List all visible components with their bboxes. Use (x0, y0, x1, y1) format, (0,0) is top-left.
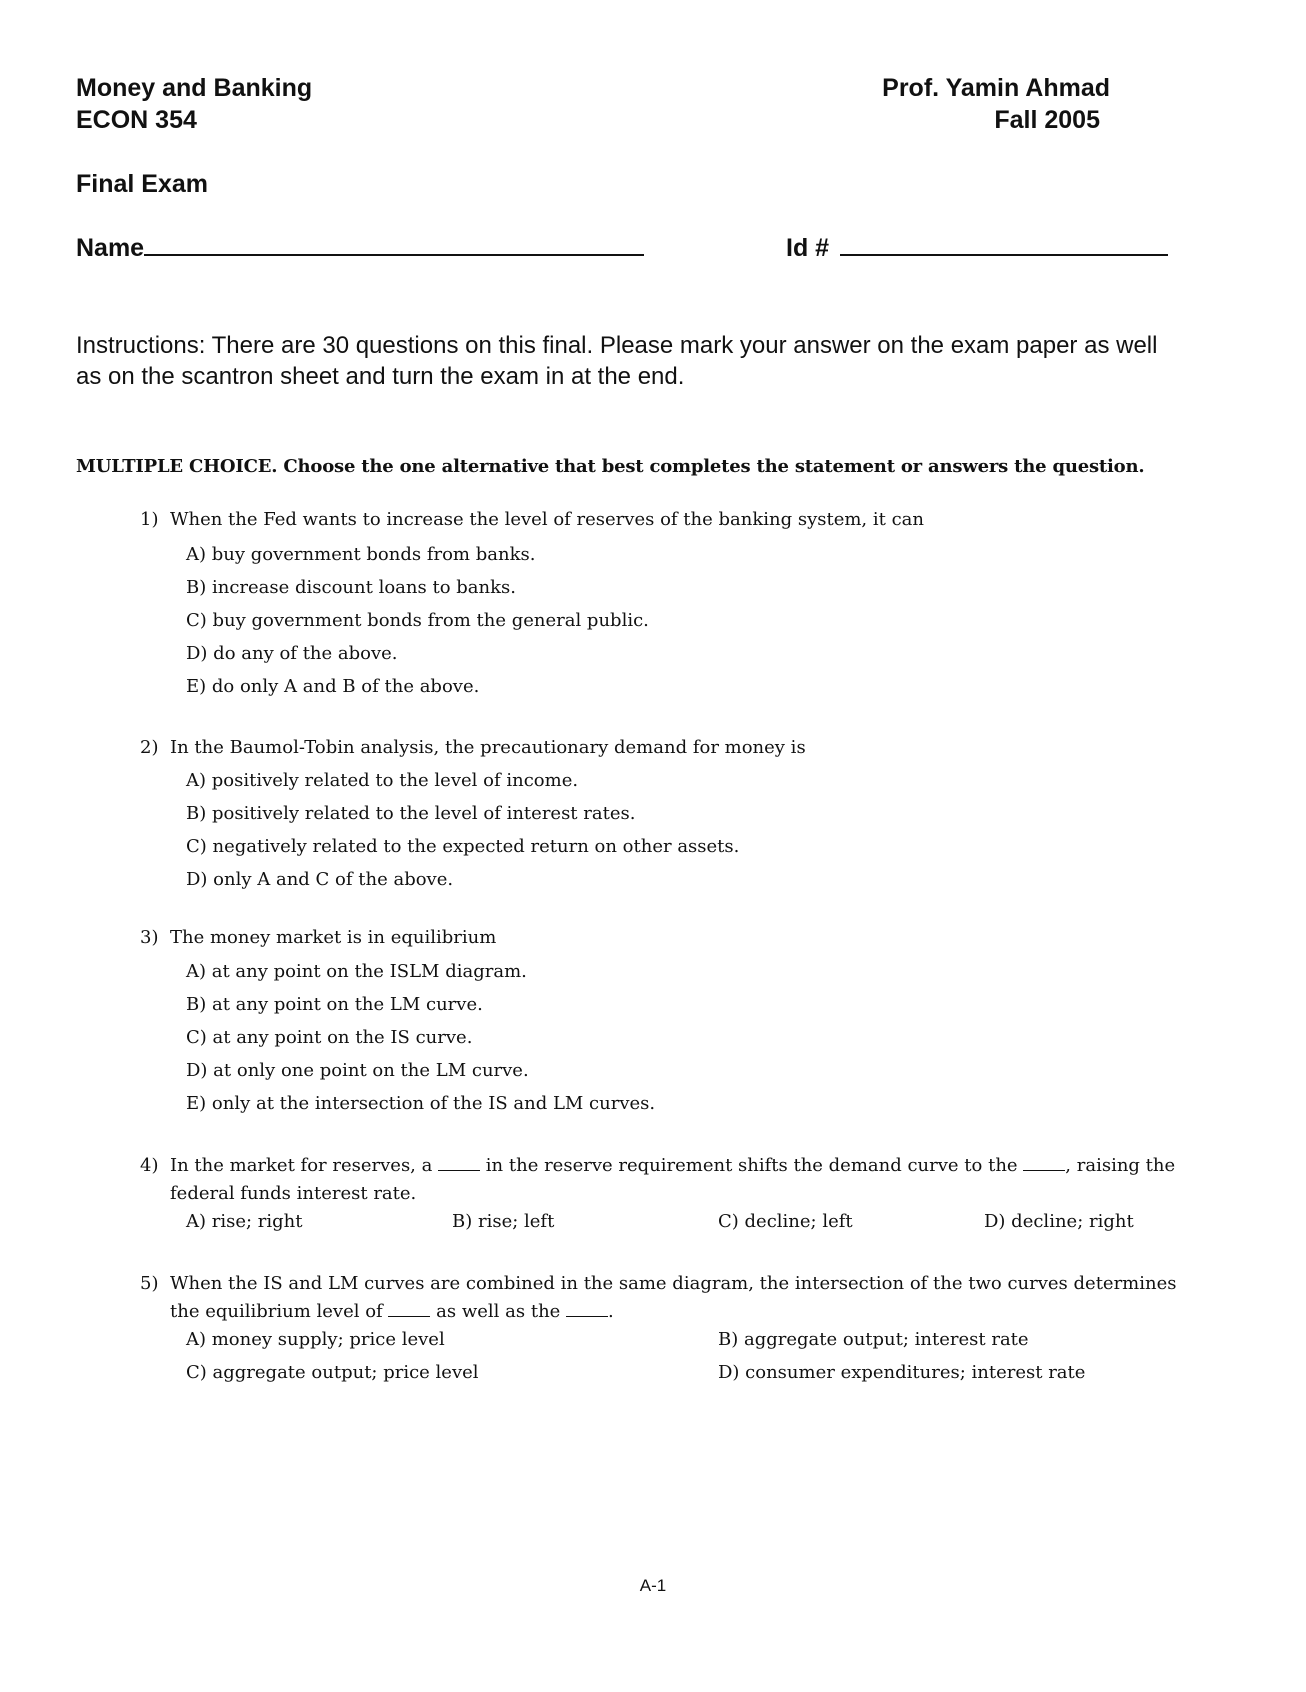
question-stem-part: In the market for reserves, a (170, 1155, 439, 1176)
option-4d[interactable]: D) decline; right (984, 1211, 1134, 1232)
option-2c[interactable]: C) negatively related to the expected return on other assets. (186, 836, 740, 857)
option-3a[interactable]: A) at any point on the ISLM diagram. (186, 961, 527, 982)
option-4b[interactable]: B) rise; left (452, 1211, 555, 1232)
question-stem: The money market is in equilibrium (170, 927, 497, 948)
name-row (76, 232, 644, 264)
option-5c[interactable]: C) aggregate output; price level (186, 1362, 479, 1383)
option-5b[interactable]: B) aggregate output; interest rate (718, 1329, 1029, 1350)
course-title: Money and Banking (76, 74, 313, 102)
instructions: Instructions: There are 30 questions on this final. Please mark your answer on the exam paper as well as on the scantron sheet and turn the exam in at the end. (76, 332, 1158, 390)
exam-title: Final Exam (76, 170, 208, 198)
question-2 (140, 734, 1190, 762)
option-1d[interactable]: D) do any of the above. (186, 643, 398, 664)
question-stem-part: . (608, 1301, 614, 1322)
option-3d[interactable]: D) at only one point on the LM curve. (186, 1060, 529, 1081)
question-number: 4) (140, 1155, 159, 1176)
option-1c[interactable]: C) buy government bonds from the general public. (186, 610, 649, 631)
question-stem: When the IS and LM curves are combined in the same diagram, the intersection of the two curves determines (170, 1273, 1177, 1294)
question-number: 3) (140, 927, 159, 948)
option-2a[interactable]: A) positively related to the level of income. (186, 770, 579, 791)
question-stem-part: as well as the (430, 1301, 567, 1322)
answer-blank (566, 1300, 608, 1317)
id-row (786, 232, 1168, 264)
answer-blank (1023, 1154, 1065, 1171)
question-stem-part: the equilibrium level of (170, 1301, 389, 1322)
option-3c[interactable]: C) at any point on the IS curve. (186, 1027, 473, 1048)
question-number: 5) (140, 1273, 159, 1294)
option-2d[interactable]: D) only A and C of the above. (186, 869, 454, 890)
answer-blank (438, 1154, 480, 1171)
option-5d[interactable]: D) consumer expenditures; interest rate (718, 1362, 1086, 1383)
question-stem: In the Baumol-Tobin analysis, the precautionary demand for money is (170, 737, 806, 758)
option-1e[interactable]: E) do only A and B of the above. (186, 676, 480, 697)
option-2b[interactable]: B) positively related to the level of interest rates. (186, 803, 636, 824)
course-code: ECON 354 (76, 106, 197, 134)
option-3e[interactable]: E) only at the intersection of the IS and LM curves. (186, 1093, 656, 1114)
question-number: 2) (140, 737, 159, 758)
question-stem-part: in the reserve requirement shifts the demand curve to the (480, 1155, 1024, 1176)
option-4c[interactable]: C) decline; left (718, 1211, 853, 1232)
page-number: A-1 (639, 1576, 667, 1595)
professor-name: Prof. Yamin Ahmad (882, 74, 1110, 102)
id-field[interactable] (840, 232, 1168, 256)
section-header: MULTIPLE CHOICE. Choose the one alternative that best completes the statement or answers the question. (76, 456, 1145, 477)
question-stem-line2: federal funds interest rate. (170, 1183, 417, 1204)
option-1b[interactable]: B) increase discount loans to banks. (186, 577, 516, 598)
name-field[interactable] (144, 232, 644, 256)
option-3b[interactable]: B) at any point on the LM curve. (186, 994, 483, 1015)
question-number: 1) (140, 509, 159, 530)
name-label: Name (76, 234, 145, 262)
question-stem: When the Fed wants to increase the level of reserves of the banking system, it can (170, 509, 924, 530)
question-3 (140, 924, 1190, 952)
exam-term: Fall 2005 (994, 106, 1100, 134)
option-1a[interactable]: A) buy government bonds from banks. (186, 544, 536, 565)
id-label: Id # (786, 234, 830, 262)
answer-blank (388, 1300, 430, 1317)
question-4 (140, 1152, 1190, 1208)
question-1 (140, 506, 1190, 534)
question-5 (140, 1270, 1190, 1326)
question-stem-part: , raising the (1065, 1155, 1176, 1176)
option-5a[interactable]: A) money supply; price level (186, 1329, 445, 1350)
option-4a[interactable]: A) rise; right (186, 1211, 303, 1232)
